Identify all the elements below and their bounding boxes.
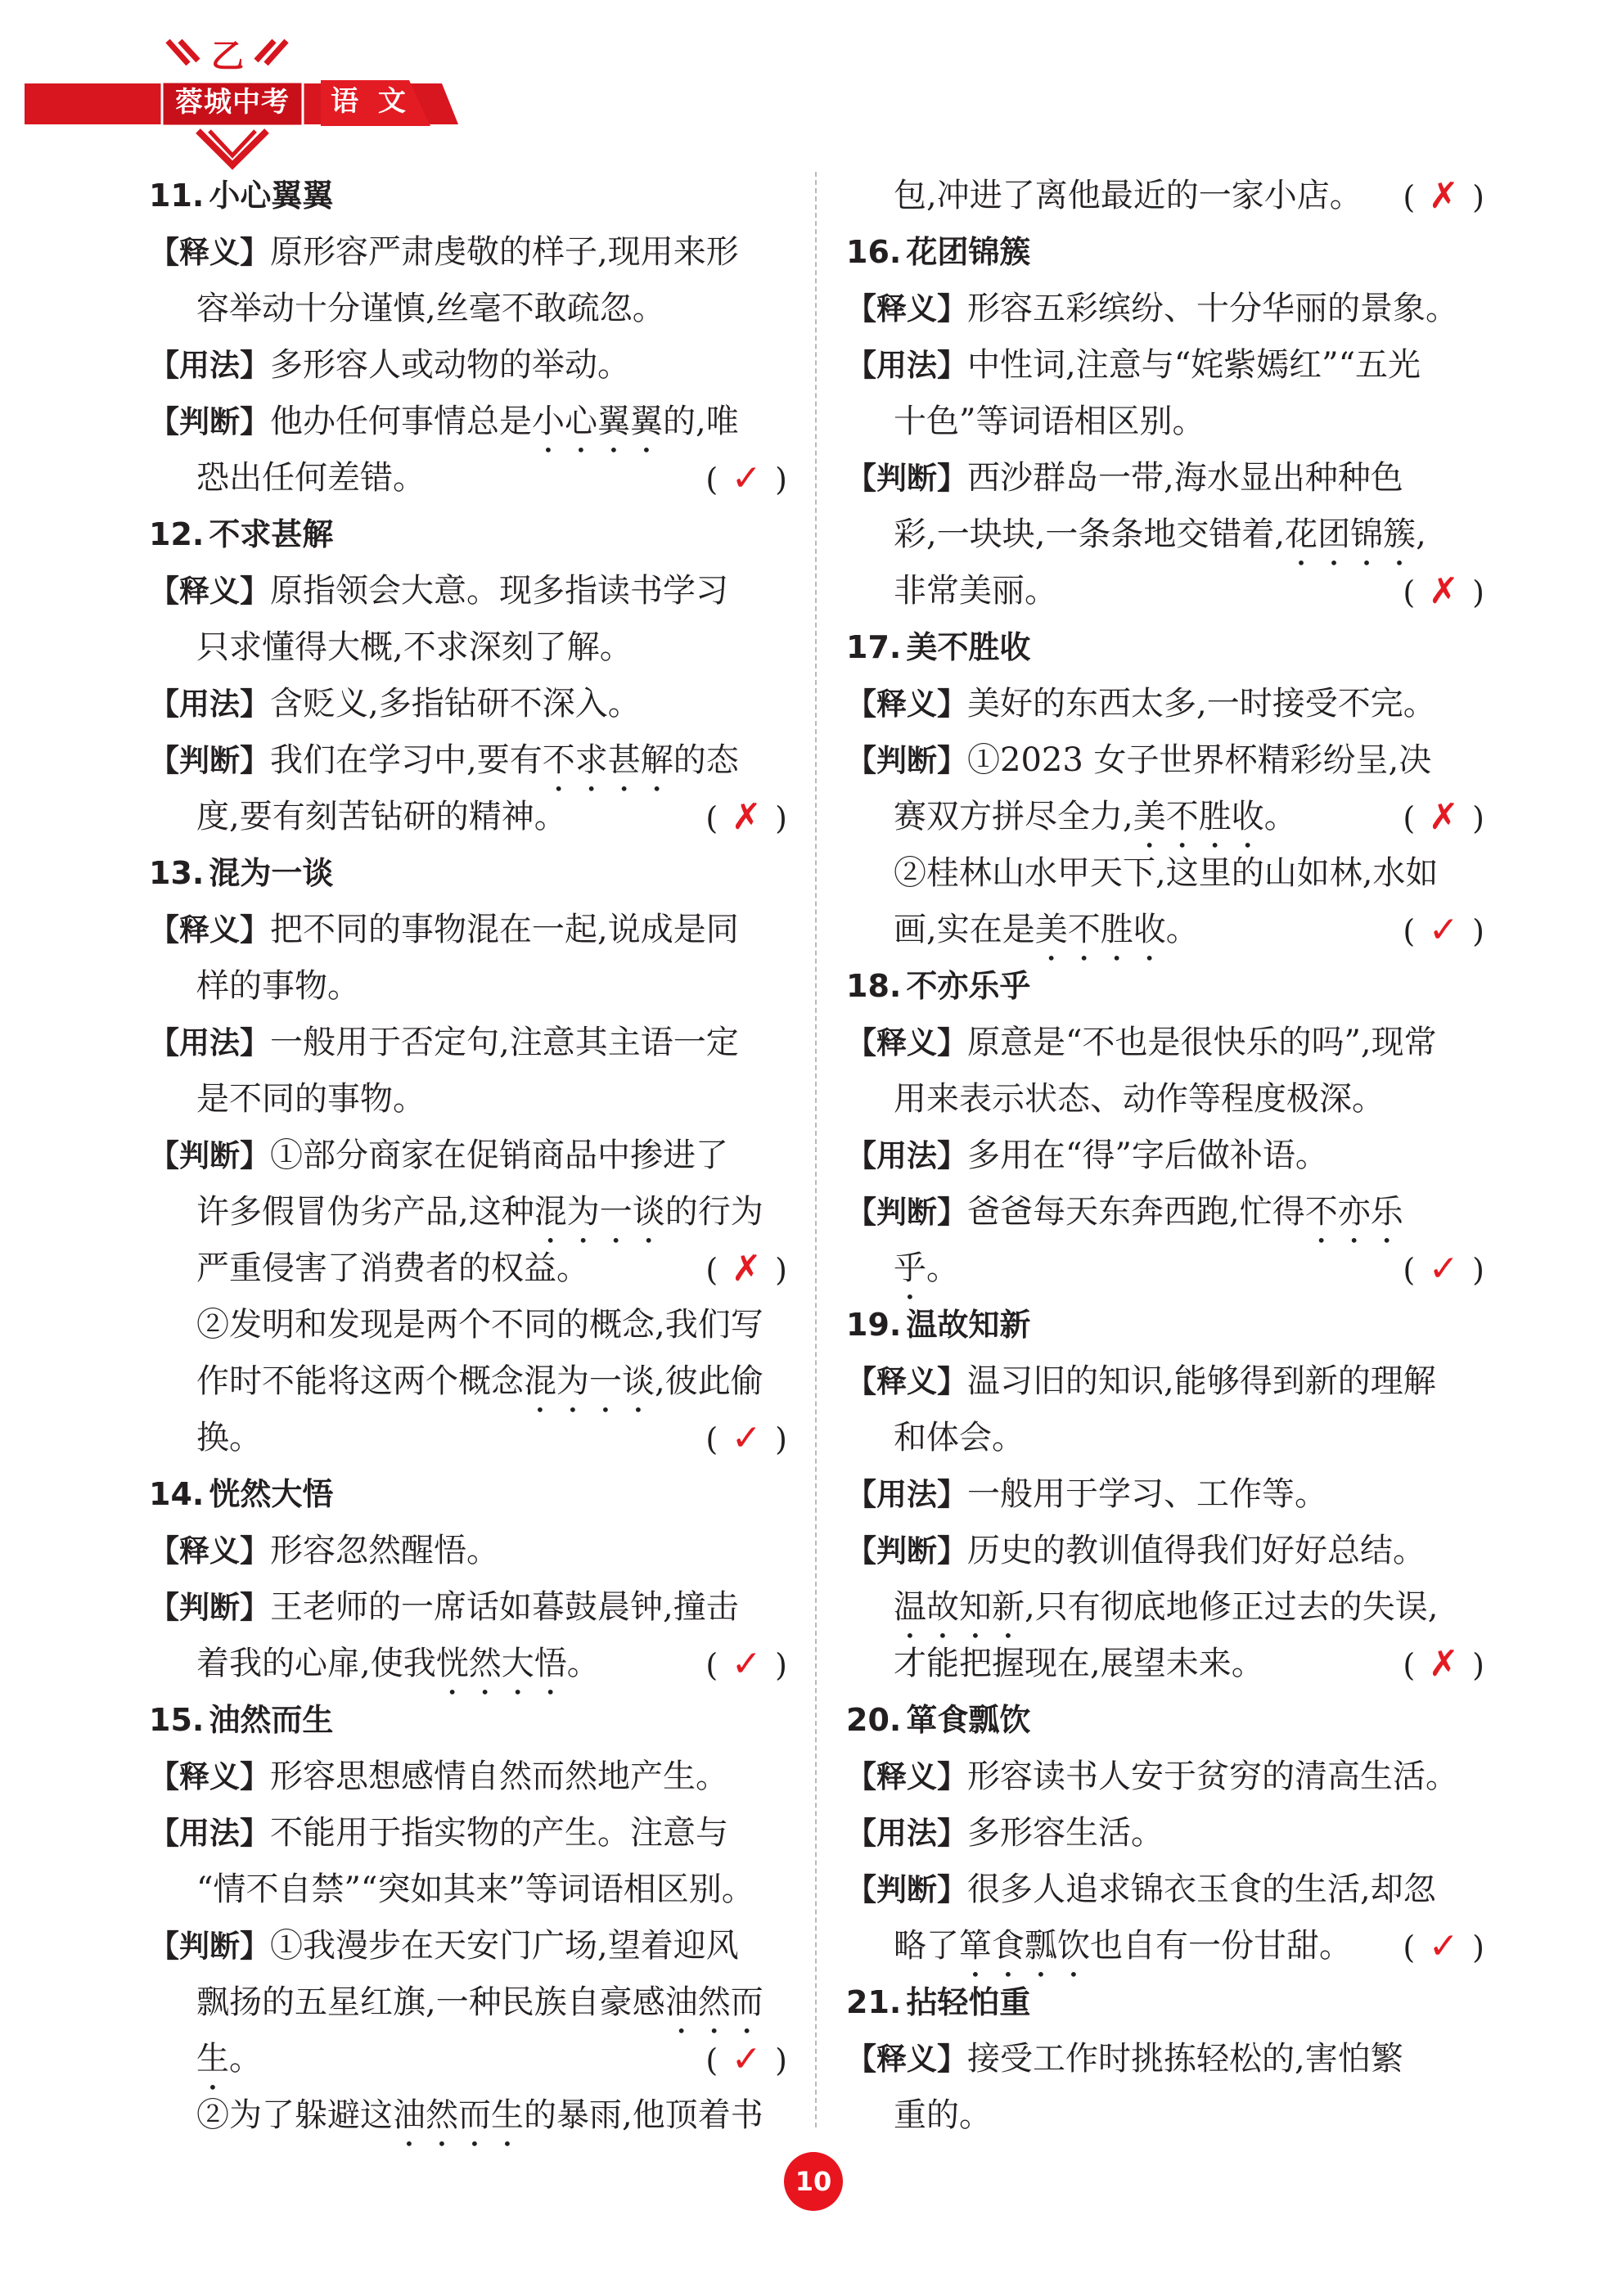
field-tag: 【判断】 [846, 743, 967, 778]
entry-number: 20. [846, 1702, 902, 1738]
line-text: 的态 [673, 741, 739, 779]
entry-field-line [149, 224, 787, 281]
line-text: 的暴雨,他顶着书 [524, 2096, 763, 2134]
emphasized-idiom: 油然而生 [393, 2096, 524, 2134]
entry-number: 14. [149, 1476, 205, 1512]
check-icon: ✓ [731, 1417, 762, 1459]
entry-text-line [149, 1974, 787, 2031]
emphasized-idiom: 混为一谈 [524, 1362, 655, 1400]
field-tag: 【释义】 [149, 1533, 270, 1569]
entry-number: 18. [846, 968, 902, 1004]
line-text: ,只有彻底地修正过去的失误, [1025, 1588, 1439, 1626]
entry-title [846, 1974, 1484, 2031]
line-text: 作时不能将这两个概念 [196, 1362, 524, 1400]
entry-title [149, 506, 787, 563]
field-tag: 【用法】 [149, 1816, 270, 1851]
field-tag: 【释义】 [149, 912, 270, 948]
entry-field-line [846, 1184, 1484, 1240]
entry-field-line [846, 450, 1484, 506]
emphasized-idiom: 乎 [894, 1249, 926, 1287]
entry-text-line [846, 1071, 1484, 1128]
line-text: 容举动十分谨慎,丝毫不敢疏忽。 [196, 290, 665, 327]
cross-icon: ✗ [731, 1248, 762, 1290]
entry-idiom: 花团锦簇 [906, 234, 1031, 270]
entry-text-line [149, 1353, 787, 1410]
line-text: 很多人追求锦衣玉食的生活,却忽 [967, 1871, 1436, 1908]
line-text: 也自有一份甘甜。 [1090, 1927, 1352, 1965]
check-icon: ✓ [731, 1643, 762, 1685]
answer-cross-mark: ( ✗ ) [705, 789, 787, 847]
entry-text-line [846, 506, 1484, 563]
line-text: ②为了躲避这 [196, 2096, 393, 2134]
line-text: 爸爸每天东奔西跑,忙得 [967, 1193, 1305, 1231]
entry-text-line [149, 1862, 787, 1918]
emphasized-idiom: 油然而 [664, 1983, 763, 2021]
line-text: 中性词,注意与“姹紫嫣红”“五光 [967, 346, 1421, 384]
entry-field-line [846, 732, 1484, 789]
answer-check-mark: ( ✓ ) [1403, 1240, 1484, 1299]
entry-field-line [149, 1749, 787, 1805]
line-text: 严重侵害了消费者的权益。 [196, 1249, 589, 1287]
line-text: 样的事物。 [196, 967, 360, 1005]
emphasized-idiom: 温故知新 [894, 1588, 1025, 1626]
entry-text-line [149, 450, 787, 506]
field-tag: 【释义】 [846, 1025, 967, 1060]
field-tag: 【释义】 [846, 291, 967, 326]
line-text: 原指领会大意。现多指读书学习 [270, 572, 728, 610]
line-text: 只求懂得大概,不求深刻了解。 [196, 628, 633, 666]
field-tag: 【用法】 [846, 1477, 967, 1512]
line-text: ②桂林山水甲天下,这里的山如林,水如 [894, 854, 1439, 892]
entry-field-line [149, 1523, 787, 1579]
entry-field-line [846, 1805, 1484, 1862]
line-text: 赛双方拼尽全力, [894, 798, 1133, 835]
emphasized-idiom: 生 [196, 2040, 229, 2078]
entry-title [846, 619, 1484, 676]
entry-field-line [846, 1466, 1484, 1523]
entry-field-line [846, 337, 1484, 394]
field-tag: 【判断】 [149, 1138, 270, 1173]
line-text: ,彼此偷 [655, 1362, 763, 1400]
field-tag: 【释义】 [149, 1759, 270, 1794]
line-text: 。 [1165, 911, 1199, 948]
line-text: 彩,一块块,一条条地交错着, [894, 515, 1286, 553]
entry-title [149, 845, 787, 902]
line-text: 十色”等词语相区别。 [894, 403, 1205, 440]
line-text: 形容思想感情自然而然地产生。 [270, 1758, 728, 1795]
line-text: 非常美丽。 [894, 572, 1057, 610]
cross-icon: ✗ [1428, 570, 1459, 612]
check-icon: ✓ [731, 2038, 762, 2080]
line-text: 不能用于指实物的产生。注意与 [270, 1814, 728, 1852]
entry-field-line [149, 1579, 787, 1636]
field-tag: 【判断】 [149, 1929, 270, 1964]
line-text: 度,要有刻苦钻研的精神。 [196, 798, 567, 835]
entry-number: 15. [149, 1702, 205, 1738]
entry-text-line [846, 2087, 1484, 2144]
entry-field-line [846, 281, 1484, 337]
entry-number: 17. [846, 629, 902, 665]
entry-title [149, 168, 787, 224]
answer-cross-mark: ( ✗ ) [705, 1240, 787, 1299]
emphasized-idiom: 混为一谈 [534, 1193, 665, 1231]
entry-text-line [149, 958, 787, 1015]
field-tag: 【用法】 [149, 348, 270, 383]
entry-title [846, 958, 1484, 1015]
line-text: 。 [1263, 798, 1297, 835]
line-text: 许多假冒伪劣产品,这种 [196, 1193, 534, 1231]
line-text: 一般用于否定句,注意其主语一定 [270, 1024, 739, 1061]
entry-idiom: 混为一谈 [209, 855, 334, 891]
line-text: 把不同的事物混在一起,说成是同 [270, 911, 739, 948]
entry-text-line [846, 789, 1484, 845]
field-tag: 【判断】 [846, 1872, 967, 1907]
entry-text-line [846, 902, 1484, 958]
cross-icon: ✗ [1428, 1643, 1459, 1685]
line-text: 恐出任何差错。 [196, 459, 426, 497]
line-text: 着我的心扉,使我 [196, 1645, 436, 1682]
line-text: 含贬义,多指钻研不深入。 [270, 685, 641, 723]
entry-text-line [846, 1636, 1484, 1692]
entry-field-line [149, 1805, 787, 1862]
line-text: ①部分商家在促销商品中掺进了 [270, 1137, 728, 1174]
entry-field-line [149, 1918, 787, 1974]
line-text: 一般用于学习、工作等。 [967, 1475, 1327, 1513]
emphasized-idiom: 美不胜收 [1133, 798, 1264, 835]
entry-idiom: 美不胜收 [906, 629, 1031, 665]
line-text: 多形容人或动物的举动。 [270, 346, 630, 384]
entry-field-line [846, 2031, 1484, 2087]
line-text: 用来表示状态、动作等程度极深。 [894, 1080, 1385, 1118]
line-text: 原形容严肃虔敬的样子,现用来形 [270, 233, 739, 271]
cross-icon: ✗ [731, 796, 762, 838]
line-text: 才能把握现在,展望未来。 [894, 1645, 1264, 1682]
answer-cross-mark: ( ✗ ) [1403, 563, 1484, 621]
answer-check-mark: ( ✓ ) [705, 450, 787, 508]
entry-text-line [846, 1410, 1484, 1466]
field-tag: 【判断】 [846, 1195, 967, 1230]
entry-title [149, 1692, 787, 1749]
line-text: 画,实在是 [894, 911, 1035, 948]
entry-text-line [149, 2031, 787, 2087]
emphasized-idiom: 小心翼翼 [532, 403, 663, 440]
entry-text-line [149, 1184, 787, 1240]
emphasized-idiom: 美不胜收 [1034, 911, 1166, 948]
check-icon: ✓ [1428, 909, 1459, 951]
entry-idiom: 恍然大悟 [209, 1476, 334, 1512]
emphasized-idiom: 恍然大悟 [435, 1645, 567, 1682]
line-text: 略了 [894, 1927, 959, 1965]
line-text: 王老师的一席话如暮鼓晨钟,撞击 [270, 1588, 739, 1626]
entry-text-line [149, 1297, 787, 1353]
line-text: ①2023 女子世界杯精彩纷呈,决 [967, 741, 1432, 779]
entry-text-line [846, 845, 1484, 902]
line-text: 形容读书人安于贫穷的清高生活。 [967, 1758, 1458, 1795]
answer-check-mark: ( ✓ ) [705, 2031, 787, 2089]
entry-number: 13. [149, 855, 205, 891]
field-tag: 【用法】 [149, 687, 270, 722]
entry-title [846, 224, 1484, 281]
svg-text:乙: 乙 [211, 38, 244, 75]
entry-field-line [846, 1523, 1484, 1579]
line-text: ②发明和发现是两个不同的概念,我们写 [196, 1306, 763, 1344]
field-tag: 【用法】 [149, 1025, 270, 1060]
line-text: 。 [926, 1249, 959, 1287]
answer-check-mark: ( ✓ ) [1403, 902, 1484, 960]
line-text: “情不自禁”“突如其来”等词语相区别。 [196, 1871, 754, 1908]
page-number: 10 [784, 2152, 843, 2211]
emphasized-idiom: 花团锦簇 [1285, 515, 1417, 553]
line-text: 接受工作时挑拣轻松的,害怕繁 [967, 2040, 1403, 2078]
entry-text-line [149, 1636, 787, 1692]
entry-field-line [149, 394, 787, 450]
entry-title [846, 1297, 1484, 1353]
line-text: 重的。 [894, 2096, 992, 2134]
line-text: 形容忽然醒悟。 [270, 1532, 499, 1569]
entry-number: 16. [846, 234, 902, 270]
entry-field-line [149, 732, 787, 789]
check-icon: ✓ [731, 457, 762, 499]
entry-text-line [149, 1071, 787, 1128]
column-divider [815, 172, 817, 2127]
entry-text-line [846, 1579, 1484, 1636]
line-text: ①我漫步在天安门广场,望着迎风 [270, 1927, 739, 1965]
entry-field-line [846, 1862, 1484, 1918]
line-text: 的,唯 [663, 403, 739, 440]
field-tag: 【判断】 [846, 1533, 967, 1569]
entry-text-line [149, 1410, 787, 1466]
line-text: 多用在“得”字后做补语。 [967, 1137, 1328, 1174]
entry-text-line [846, 1918, 1484, 1974]
line-text: 原意是“不也是很快乐的吗”,现常 [967, 1024, 1437, 1061]
entry-field-line [846, 1015, 1484, 1071]
field-tag: 【判断】 [149, 1590, 270, 1625]
line-text: 。 [566, 1645, 600, 1682]
entry-idiom: 箪食瓢饮 [906, 1702, 1031, 1738]
entry-field-line [846, 676, 1484, 732]
entry-text-line [149, 2087, 787, 2144]
field-tag: 【释义】 [846, 1759, 967, 1794]
cross-icon: ✗ [1428, 796, 1459, 838]
entry-field-line [149, 1015, 787, 1071]
entry-field-line [149, 563, 787, 619]
line-text: 飘扬的五星红旗,一种民族自豪感 [196, 1983, 665, 2021]
line-text: 多形容生活。 [967, 1814, 1164, 1852]
cross-icon: ✗ [1428, 175, 1459, 217]
check-icon: ✓ [1428, 1248, 1459, 1290]
entry-text-line [846, 563, 1484, 619]
answer-check-mark: ( ✓ ) [1403, 1918, 1484, 1976]
line-text: 形容五彩缤纷、十分华丽的景象。 [967, 290, 1458, 327]
entry-idiom: 温故知新 [906, 1307, 1031, 1343]
answer-cross-mark: ( ✗ ) [1403, 1636, 1484, 1694]
entry-number: 11. [149, 178, 205, 214]
entry-field-line [846, 1128, 1484, 1184]
entry-text-line [846, 168, 1484, 224]
field-tag: 【释义】 [846, 1364, 967, 1399]
subject-label: 语 文 [331, 85, 411, 118]
right-column [846, 168, 1484, 2144]
entry-idiom: 小心翼翼 [209, 178, 334, 214]
entry-number: 21. [846, 1984, 902, 2020]
entry-field-line [149, 337, 787, 394]
field-tag: 【释义】 [846, 2042, 967, 2077]
line-text: 历史的教训值得我们好好总结。 [967, 1532, 1426, 1569]
answer-check-mark: ( ✓ ) [705, 1410, 787, 1468]
entry-idiom: 不亦乐乎 [906, 968, 1031, 1004]
entry-title [149, 1466, 787, 1523]
field-tag: 【释义】 [149, 574, 270, 609]
answer-check-mark: ( ✓ ) [705, 1636, 787, 1694]
entry-text-line [149, 789, 787, 845]
answer-cross-mark: ( ✗ ) [1403, 168, 1484, 226]
line-text: 是不同的事物。 [196, 1080, 426, 1118]
entry-text-line [846, 394, 1484, 450]
entry-field-line [149, 1128, 787, 1184]
entry-idiom: 油然而生 [209, 1702, 334, 1738]
entry-idiom: 不求甚解 [209, 516, 334, 552]
line-text: 换。 [196, 1419, 262, 1456]
entry-field-line [846, 1749, 1484, 1805]
line-text: 西沙群岛一带,海水显出种种色 [967, 459, 1403, 497]
emphasized-idiom: 箪食瓢饮 [959, 1927, 1090, 1965]
field-tag: 【用法】 [846, 1138, 967, 1173]
field-tag: 【释义】 [846, 687, 967, 722]
line-text: 温习旧的知识,能够得到新的理解 [967, 1362, 1436, 1400]
left-column [149, 168, 787, 2144]
entry-field-line [149, 902, 787, 958]
field-tag: 【用法】 [846, 1816, 967, 1851]
entry-text-line [846, 1240, 1484, 1297]
line-text: 他办任何事情总是 [270, 403, 532, 440]
brand-logo-text: 蓉城中考 [175, 86, 290, 119]
entry-idiom: 拈轻怕重 [906, 1984, 1031, 2020]
line-text: 和体会。 [894, 1419, 1025, 1456]
entry-number: 12. [149, 516, 205, 552]
line-text: 的行为 [664, 1193, 763, 1231]
field-tag: 【释义】 [149, 235, 270, 270]
entry-text-line [149, 1240, 787, 1297]
check-icon: ✓ [1428, 1925, 1459, 1967]
emphasized-idiom: 不亦乐 [1304, 1193, 1403, 1231]
line-text: , [1416, 515, 1426, 553]
line-text: 我们在学习中,要有 [270, 741, 543, 779]
field-tag: 【判断】 [149, 743, 270, 778]
line-text: 美好的东西太多,一时接受不完。 [967, 685, 1436, 723]
entry-number: 19. [846, 1307, 902, 1343]
entry-field-line [149, 676, 787, 732]
field-tag: 【判断】 [149, 404, 270, 439]
field-tag: 【判断】 [846, 461, 967, 496]
field-tag: 【用法】 [846, 348, 967, 383]
emphasized-idiom: 不求甚解 [542, 741, 673, 779]
line-text: 。 [229, 2040, 262, 2078]
line-text: 包,冲进了离他最近的一家小店。 [894, 177, 1363, 214]
answer-cross-mark: ( ✗ ) [1403, 789, 1484, 847]
entry-title [846, 1692, 1484, 1749]
entry-field-line [846, 1353, 1484, 1410]
entry-text-line [149, 281, 787, 337]
entry-text-line [149, 619, 787, 676]
